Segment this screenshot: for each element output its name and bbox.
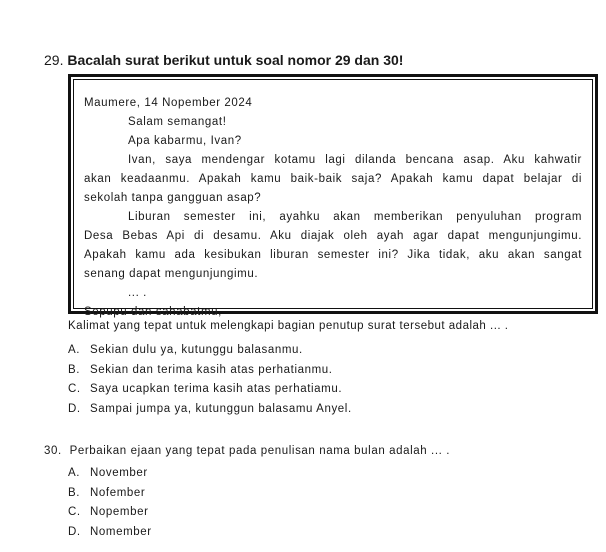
letter-para2-line3: Apakah kamu ada kesibukan liburan semester ini? Jika tidak, aku akan sangat	[84, 249, 582, 261]
question-29-options	[68, 341, 352, 419]
option-label: A.	[68, 344, 81, 356]
option-text: Nomember	[90, 525, 152, 538]
option-text: Sekian dulu ya, kutunggu balasanmu.	[90, 344, 303, 356]
q29-option-d[interactable]	[68, 400, 352, 420]
letter-para1-line1: Ivan, saya mendengar kotamu lagi dilanda bencana asap. Aku kahwatir	[128, 154, 582, 166]
option-text: Sampai jumpa ya, kutunggun balasamu Anyel.	[90, 402, 352, 415]
letter-text	[84, 94, 582, 322]
option-text: Saya ucapkan terima kasih atas perhatiamu.	[90, 383, 343, 395]
letter-ellipsis: ... .	[128, 287, 147, 299]
question-29-title: Bacalah surat berikut untuk soal nomor 29 dan 30!	[67, 52, 404, 68]
option-label: C.	[68, 383, 81, 395]
option-label: D.	[68, 402, 81, 415]
option-text: Nofember	[90, 486, 146, 499]
question-29-heading	[44, 52, 403, 68]
option-label: B.	[68, 486, 81, 499]
option-text: Nopember	[90, 506, 149, 518]
option-text: Sekian dan terima kasih atas perhatianmu.	[90, 363, 333, 376]
letter-box	[68, 74, 598, 318]
option-label: B.	[68, 363, 81, 376]
letter-greeting: Salam semangat!	[128, 116, 227, 128]
letter-para1-line2: akan keadaanmu. Apakah kamu baik-baik saja? Apakah kamu dapat belajar di	[84, 173, 582, 185]
question-30-options	[68, 464, 152, 542]
question-30-prompt-row	[44, 445, 450, 457]
q30-option-d[interactable]	[68, 523, 152, 543]
question-30-number: 30.	[44, 445, 62, 457]
q29-option-c[interactable]	[68, 380, 352, 400]
letter-place-date: Maumere, 14 Nopember 2024	[84, 97, 253, 109]
option-label: C.	[68, 506, 81, 518]
q29-option-a[interactable]	[68, 341, 352, 361]
q29-option-b[interactable]	[68, 361, 352, 381]
letter-box-inner	[73, 79, 593, 318]
option-label: D.	[68, 525, 81, 538]
q30-option-b[interactable]	[68, 484, 152, 504]
q30-option-a[interactable]	[68, 464, 152, 484]
letter-closing: Sepupu dan sahabatmu,	[84, 306, 222, 318]
option-text: November	[90, 467, 148, 479]
letter-para2-line2: Desa Bebas Api di desamu. Aku diajak oleh ayah agar dapat mengunjungimu.	[84, 230, 582, 242]
question-29-prompt: Kalimat yang tepat untuk melengkapi bagian penutup surat tersebut adalah ... .	[68, 320, 509, 332]
letter-opening: Apa kabarmu, Ivan?	[128, 135, 242, 147]
letter-para2-line1: Liburan semester ini, ayahku akan memberikan penyuluhan program	[128, 211, 582, 223]
q30-option-c[interactable]	[68, 503, 152, 523]
letter-para1-line3: sekolah tanpa gangguan asap?	[84, 192, 262, 204]
question-29-number: 29.	[44, 52, 64, 68]
letter-para2-line4: senang dapat mengunjungimu.	[84, 268, 259, 280]
option-label: A.	[68, 467, 81, 479]
question-30-prompt: Perbaikan ejaan yang tepat pada penulisan nama bulan adalah ... .	[69, 445, 451, 457]
